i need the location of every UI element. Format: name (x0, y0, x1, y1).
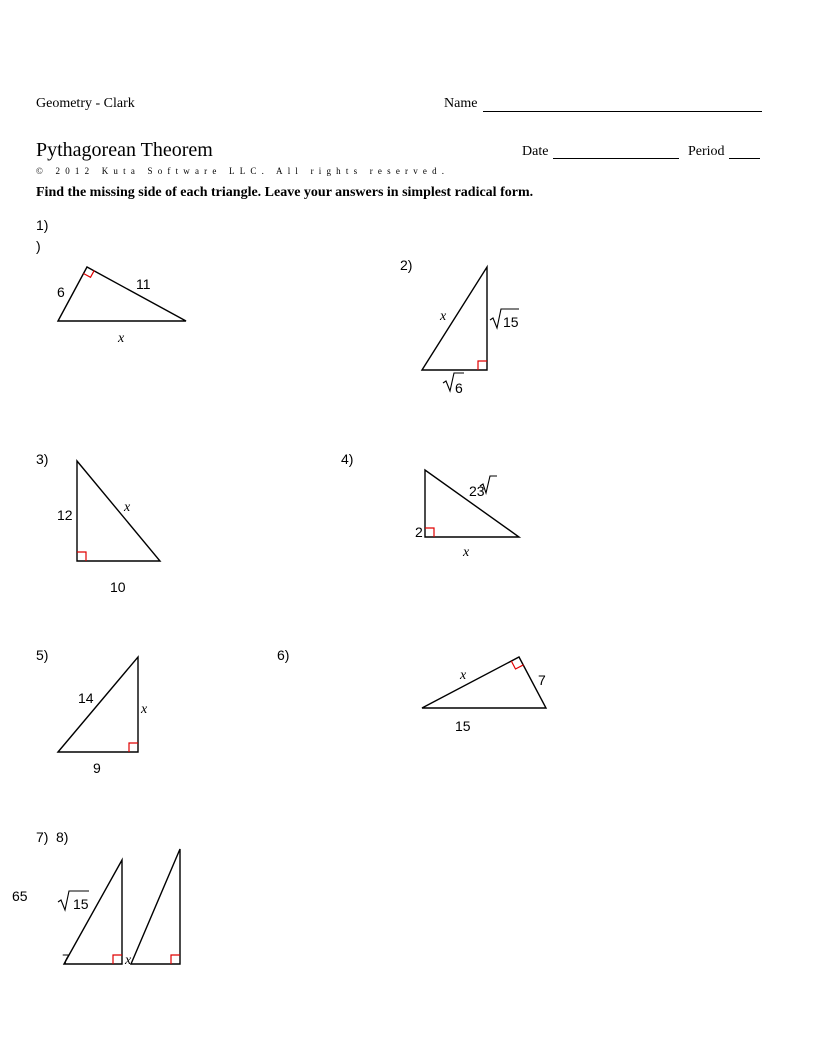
problem-7-number: 7) (36, 829, 49, 845)
triangle-6 (422, 657, 546, 734)
triangle-6-label-base: 15 (455, 718, 471, 734)
triangle-2-right-angle (478, 361, 487, 370)
triangle-3-label-vertical: 12 (57, 507, 73, 523)
triangle-4-outline (425, 470, 519, 537)
triangle-1-label-leg: 6 (57, 284, 65, 300)
triangle-4-label-vertical: 2 (415, 524, 423, 540)
triangle-1 (57, 267, 186, 346)
triangle-6-label-leg: 7 (538, 672, 546, 688)
triangle-8 (124, 849, 180, 968)
triangle-4-label-hyp: 23 (469, 483, 485, 499)
triangle-7-right-angle (113, 955, 122, 964)
triangle-7-label-hyp: 15 (73, 896, 89, 912)
triangle-6-outline (422, 657, 546, 708)
problem-2-number: 2) (400, 257, 413, 273)
triangle-7-outline (64, 860, 122, 964)
triangle-3 (57, 461, 160, 595)
triangle-5-label-hyp: 14 (78, 690, 94, 706)
problem-3-number: 3) (36, 451, 49, 467)
triangle-3-outline (77, 461, 160, 561)
triangle-1-label-hyp: 11 (136, 276, 151, 292)
triangle-8-outline (131, 849, 180, 964)
problem-8-number: 8) (56, 829, 69, 845)
period-label: Period (688, 144, 725, 159)
triangle-6-label-hyp: x (460, 668, 467, 683)
triangle-2 (422, 267, 519, 396)
problem-1-number: 1) (36, 217, 49, 233)
problem-5-number: 5) (36, 647, 49, 663)
triangle-1-label-base: x (118, 331, 125, 346)
triangle-5-label-base: 9 (93, 760, 101, 776)
triangle-3-label-hyp: x (124, 500, 131, 515)
triangle-2-label-vertical: 15 (503, 314, 519, 330)
problem-4-number: 4) (341, 451, 354, 467)
triangle-7 (12, 860, 122, 967)
triangle-8-label-base: x (125, 953, 132, 968)
triangle-2-label-hyp: x (440, 309, 447, 324)
triangle-2-outline (422, 267, 487, 370)
triangle-3-right-angle (77, 552, 86, 561)
problem-6-number: 6) (277, 647, 290, 663)
triangle-7-label-base: 7 (62, 951, 70, 967)
triangle-4-label-base: x (463, 545, 470, 560)
triangle-2-label-base: 6 (455, 380, 463, 396)
triangle-4-right-angle (425, 528, 434, 537)
instructions: Find the missing side of each triangle. Leave your answers in simplest radical form. (36, 185, 534, 200)
copyright-notice: © 2012 Kuta Software LLC. All rights reserved. (36, 166, 450, 176)
triangle-5-right-angle (129, 743, 138, 752)
triangle-8-right-angle (171, 955, 180, 964)
problem-1-extra: ) (36, 238, 41, 254)
triangle-1-outline (58, 267, 186, 321)
triangle-7-label-side: 65 (12, 888, 28, 904)
triangle-3-label-base: 10 (110, 579, 126, 595)
triangle-4 (415, 470, 519, 560)
triangle-5-label-vertical: x (141, 702, 148, 717)
date-label: Date (522, 144, 549, 159)
triangle-5-outline (58, 657, 138, 752)
name-label: Name (444, 96, 478, 111)
worksheet-title: Pythagorean Theorem (36, 139, 213, 161)
course-title: Geometry - Clark (36, 96, 135, 111)
triangle-5 (58, 657, 148, 776)
